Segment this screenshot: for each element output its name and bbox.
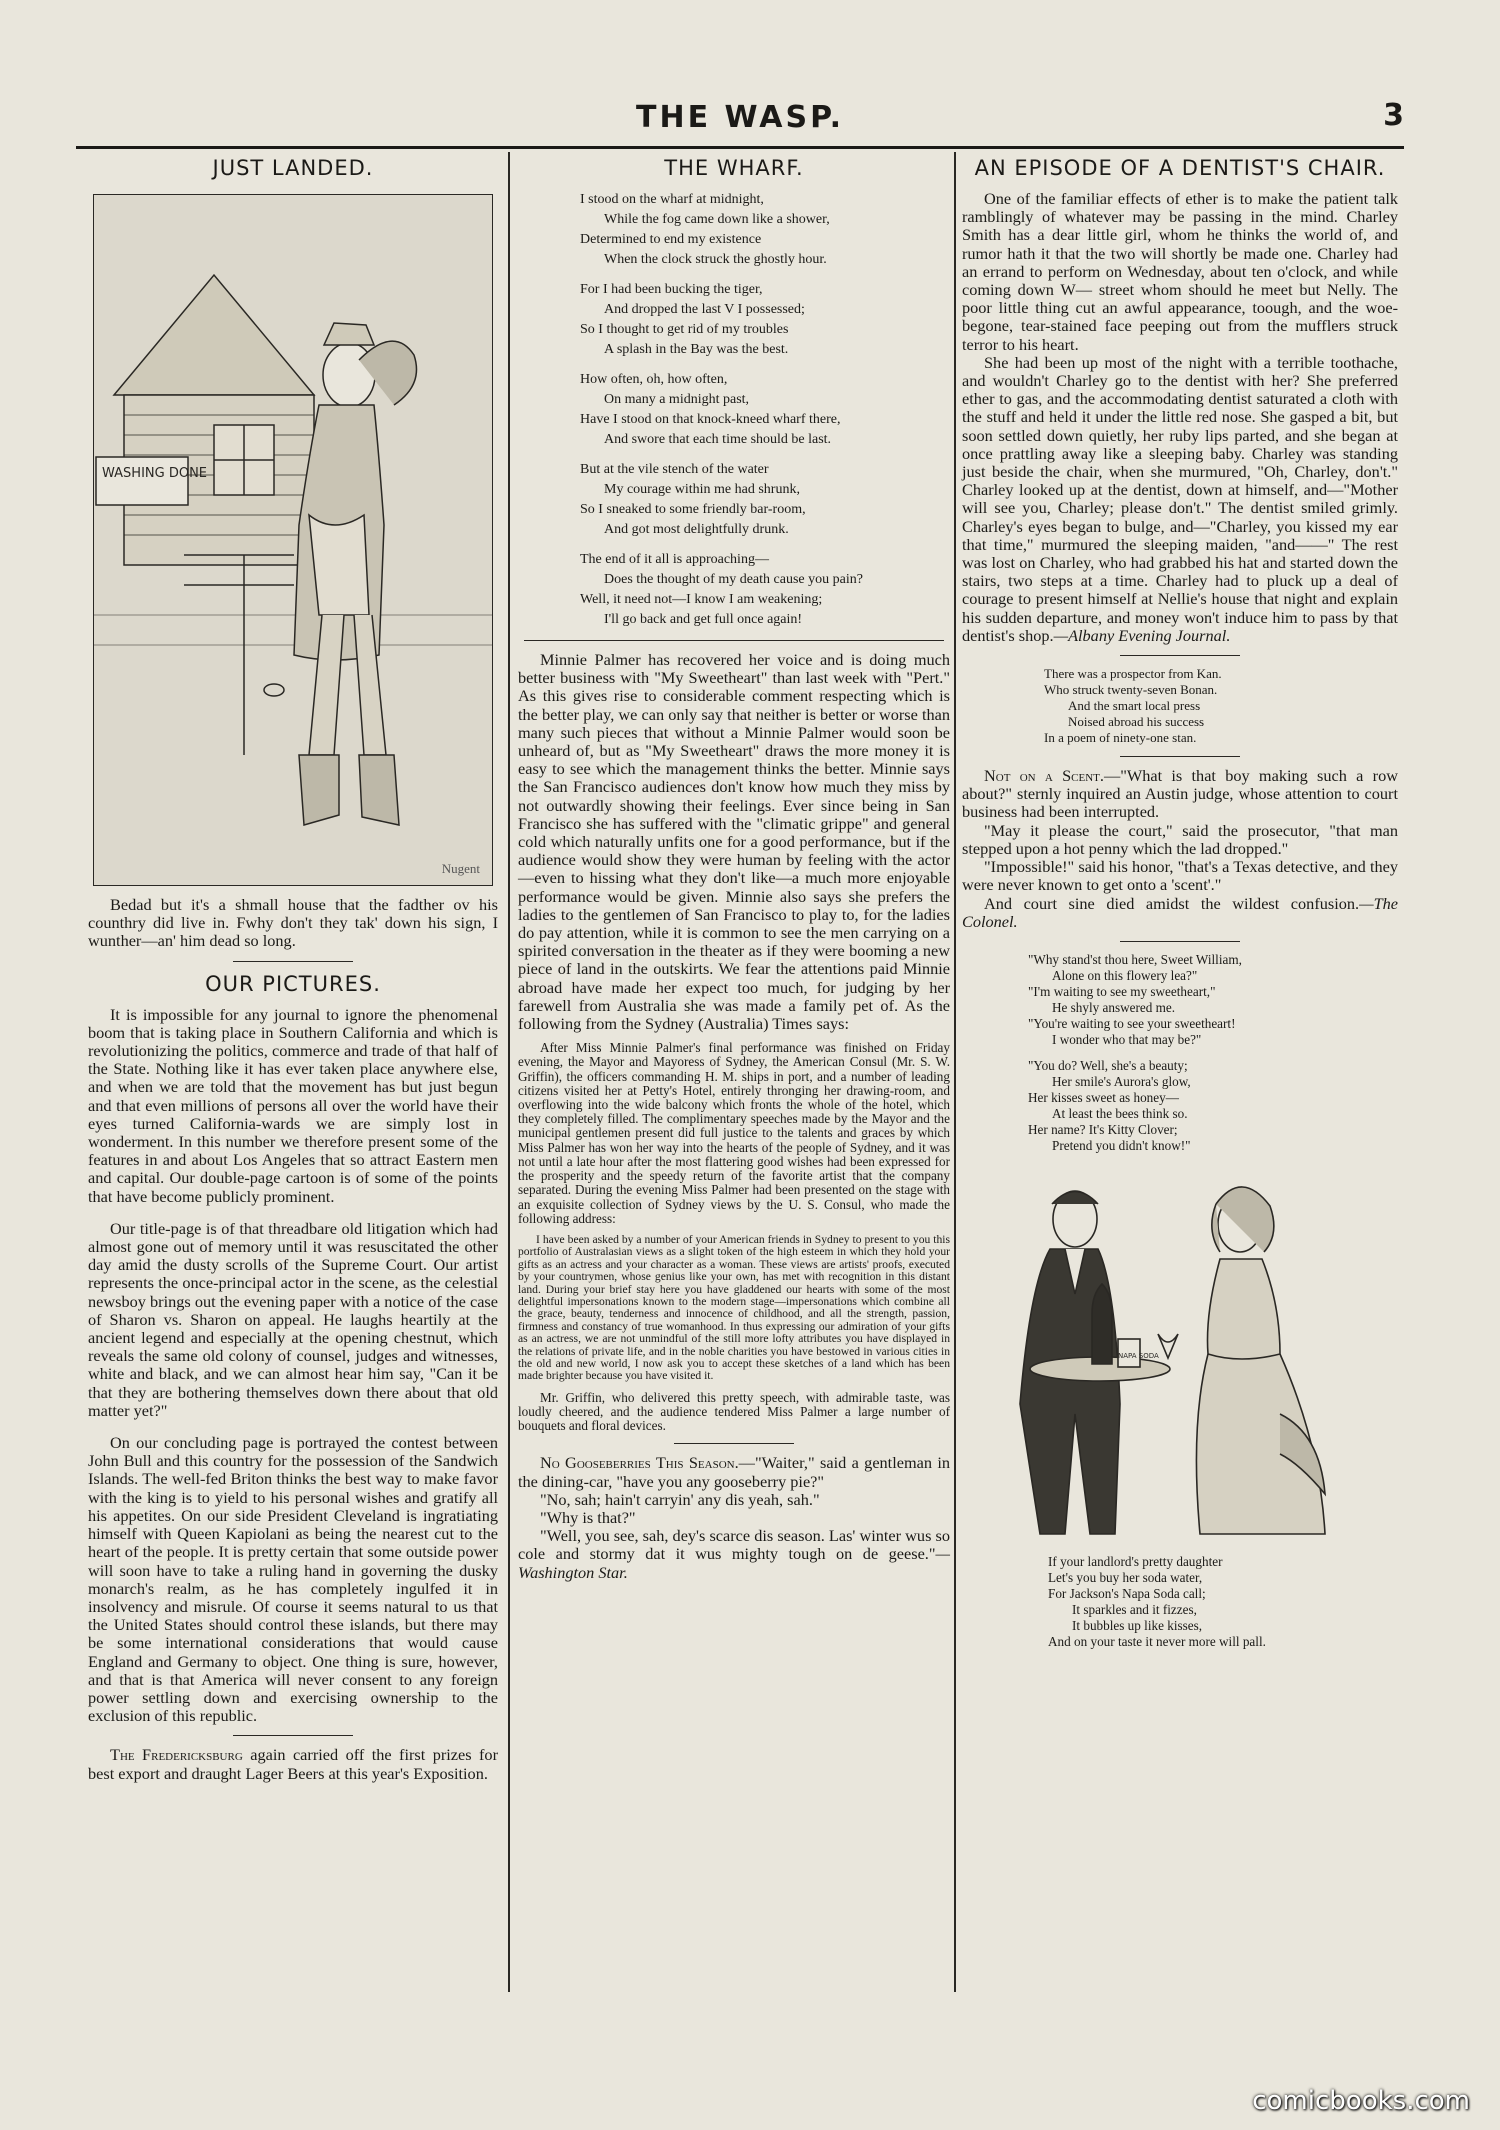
column-right — [962, 156, 1398, 1650]
sign-text: WASHING DONE — [102, 466, 208, 481]
scent-paragraph: "Impossible!" said his honor, "that's a Texas detective, and they were never known to get onto a 'scent'." — [962, 857, 1398, 895]
napa-soda-ad-poem — [962, 1554, 1398, 1650]
poem-stanza — [580, 460, 950, 540]
bottle-label: NAPA SODA — [1118, 1351, 1159, 1360]
poem-stanza — [580, 370, 950, 450]
poem-stanza — [580, 190, 950, 270]
gooseberries-paragraph — [518, 1454, 950, 1490]
illustration-just-landed — [93, 194, 493, 886]
scent-text: —"What is that boy making such a row about?" sternly inquired an Austin judge, whose attention to court business had been interrupted. — [962, 766, 1398, 822]
poem-line: The end of it all is approaching— — [580, 552, 769, 567]
separator — [1120, 655, 1240, 656]
gooseberries-lead: No Gooseberries This Season. — [540, 1453, 739, 1473]
separator — [233, 961, 353, 962]
separator — [674, 1443, 794, 1444]
limerick-line: Who struck twenty-seven Bonan. — [1044, 682, 1218, 698]
gooseberries-text: —"Waiter," said a gentleman in the dining-car, "have you any gooseberry pie?" — [518, 1453, 951, 1491]
wharf-poem — [518, 190, 950, 630]
poem-stanza — [1028, 952, 1398, 1048]
poem-line: If your landlord's pretty daughter — [1048, 1553, 1223, 1569]
poem-line: Determined to end my existence — [580, 232, 762, 247]
sweet-william-poem — [962, 952, 1398, 1154]
poem-line: But at the vile stench of the water — [580, 462, 769, 477]
poem-line: "You're waiting to see your sweetheart! — [1028, 1015, 1236, 1031]
poem-line: I'll go back and get full once again! — [604, 612, 803, 627]
our-pictures-paragraph: Our title-page is of that threadbare old litigation which had almost gone out of memory until it was resuscitated the other day amid the dusty scrolls of the Supreme Court. Our artist represents the once-principal actor in the scene, as the celestial newsboy brings out the evening paper with a notice of the case of Sharon vs. Sharon on appeal. He laughs heartily at the ancient legend and especially at the opening chestnut, which reveals the same old colony of counsel, judges and witnesses, white and black, and we can almost hear him say, "Can it be that they are bothering themselves down there about that old matter yet?" — [88, 1218, 498, 1420]
separator — [1120, 941, 1240, 942]
scent-source: —The Colonel. — [962, 893, 1398, 931]
poem-line: So I sneaked to some friendly bar-room, — [580, 502, 806, 517]
poem-line: I stood on the wharf at midnight, — [580, 192, 764, 207]
dentist-source: —Albany Evening Journal. — [1053, 625, 1231, 645]
column-middle — [518, 156, 950, 1582]
poem-line: Her smile's Aurora's glow, — [1052, 1073, 1191, 1089]
scent-paragraph — [962, 767, 1398, 822]
our-pictures-paragraph: On our concluding page is portrayed the contest between John Bull and this country for the possession of the Sandwich Islands. The well-fed Briton thinks the best way to make favor with the king is to yield to his personal wishes and gratify all his appetites. On our side President Cleveland is ingratiating himself with Queen Kapiolani as being the nearest cut to the heart of the people. It is pretty certain that some outside power will soon have to take a ruling hand in governing the dusky monarch's realm, as he has completely ingulfed it in insolvency and misrule. Of course it seems natural to us that the United States should control these islands, but there may be some international considerations that would cause England and Germany to object. One thing is sure, however, and that is that America will never consent to any foreign power settling down and exercising ownership to the exclusion of this republic. — [88, 1433, 498, 1726]
minnie-palmer-article: Minnie Palmer has recovered her voice and is doing much better business with "My Sweetheart" than last week with "Pert." As this gives rise to considerable comment respecting which is the better play, we can only say that neither is better or worse than many such pieces that without a Minnie Palmer would soon be unheard of, but as "My Sweetheart" draws the more money it is easy to see which the management thinks the better. Minnie says the San Francisco audiences don't know how much they miss by not outwardly showing their feelings. Ever since being in San Francisco she has suffered with the "climatic grippe" and general cold which naturally unfits one for a good performance, but if the audience would show they were human by feeling with the actor—even to hissing what they don't like—a much more enjoyable performance would be given. Minnie also says she prefers the ladies to the gentlemen of San Francisco to play to, for the ladies do pay attention, while it is common to see the men carrying on a spirited conversation in the theater as if they were booming a new piece of land in the outskirts. We fear the attentions paid Minnie abroad have made her expect too much, for judging by her farewell from Australia she was made a family pet of. As the following from the Sydney (Australia) Times says: — [518, 650, 950, 1034]
poem-line: And dropped the last V I possessed; — [604, 302, 805, 317]
cartoon-caption: Bedad but it's a shmall house that the fadther ov his counthry did live in. Fwhy don't they tak' down his sign, I wunther—an' him dead so long. — [88, 895, 498, 951]
masthead-title: THE WASP. — [636, 100, 844, 135]
our-pictures-paragraph: It is impossible for any journal to ignore the phenomenal boom that is taking place in Southern California and which is revolutionizing the politics, commerce and trade of that half of the State. Nothing like it has ever taken place anywhere else, and when we are told that the movement has but just begun and that even millions of persons all over the world have their eyes turned California-wards we are simply lost in wonderment. In this number we therefore present some of the features in and about Los Angeles that so attract Eastern men and capital. Our double-page cartoon is of some of the points that have become publicly prominent. — [88, 1004, 498, 1206]
illustration-napa-soda — [980, 1164, 1380, 1544]
site-watermark: comicbooks.com — [1252, 2086, 1470, 2116]
artist-signature: Nugent — [441, 861, 480, 876]
poem-stanza — [580, 550, 950, 630]
cartoon-man-with-bundle — [94, 195, 492, 885]
heading-our-pictures: OUR PICTURES. — [205, 971, 381, 996]
column-rule — [954, 152, 956, 1992]
dentist-text: She had been up most of the night with a terrible toothache, and wouldn't Charley go to the dentist with her? She preferred ether to gas, and the accommodating dentist saturated a cloth with the stuff and held it under the little red nose. She gasped a bit, but soon settled down quietly, her ruby lips parted, and she began at once prattling away like a sleeping baby. Charley was standing just beside the chair, when she murmured, "Oh, Charley, don't." Charley looked up at the dentist, down at himself, and—"Mother will see you, Charley; please don't." The dentist smiled grimly. Charley's eyes began to bulge, and—"Charley, you kissed my ear that time," murmured the sleeping maiden, "and——" The rest was lost on Charley, who had grabbed his hat and started down the stairs, two steps at a time. Charley had to pluck up a deal of courage to present himself at Nellie's house that night and explain his sudden departure, and money won't induce him to pass by that dentist's shop. — [962, 352, 1398, 645]
poem-line: Have I stood on that knock-kneed wharf there, — [580, 412, 841, 427]
poem-line: Does the thought of my death cause you pain? — [604, 572, 863, 587]
dentist-paragraph — [962, 354, 1398, 645]
poem-line: It bubbles up like kisses, — [1072, 1617, 1203, 1633]
scent-paragraph — [962, 895, 1398, 931]
column-left — [88, 156, 498, 1783]
consul-address: I have been asked by a number of your American friends in Sydney to present to you this portfolio of Australasian views as a slight token of the high esteem in which they hold your gifts as an actress and your character as a woman. These views are artists' proofs, executed by your countrymen, whose genius like your own, has met with recognition in this distant land. During your brief stay here you have gladdened our hearts with some of the most delightful impersonations known to the modern stage—impersonations which combine all the grace, beauty, tenderness and innocence of childhood, and all the strength, passion, firmness and constancy of true womanhood. In thus expressing our admiration of your gifts as an actress, we are not unmindful of the still more lofty attributes you have displayed in the relations of private life, and in the noble charities you have bestowed in various cities in the old and new world, I now ask you to accept these sketches of a land which has been made brighter because you have visited it. — [518, 1232, 950, 1383]
poem-line: A splash in the Bay was the best. — [604, 342, 789, 357]
poem-line: When the clock struck the ghostly hour. — [604, 252, 827, 267]
poem-line: "I'm waiting to see my sweetheart," — [1028, 983, 1216, 999]
poem-line: "Why stand'st thou here, Sweet William, — [1028, 951, 1242, 967]
fredericksburg-lead: The Fredericksburg — [110, 1745, 243, 1765]
limerick-line: And the smart local press — [1068, 698, 1201, 714]
separator — [1120, 756, 1240, 757]
poem-line: For I had been bucking the tiger, — [580, 282, 763, 297]
fredericksburg-note — [88, 1746, 498, 1782]
poem-line: "You do? Well, she's a beauty; — [1028, 1057, 1188, 1073]
waiter-and-lady-drawing — [980, 1164, 1380, 1544]
poem-line: Pretend you didn't know!" — [1052, 1137, 1191, 1153]
poem-line: I wonder who that may be?" — [1052, 1031, 1202, 1047]
heading-the-wharf: THE WHARF. — [664, 156, 804, 180]
limerick-line: Noised abroad his success — [1068, 714, 1205, 730]
scent-final: And court sine died amidst the wildest confusion. — [984, 893, 1360, 913]
poem-line: Let's you buy her soda water, — [1048, 1569, 1203, 1585]
gooseberries-line: "No, sah; hain't carryin' any dis yeah, sah." — [540, 1489, 820, 1509]
fredericksburg-text: again carried off the first prizes for best export and draught Lager Beers at this year's Exposition. — [88, 1745, 498, 1783]
poem-stanza — [1028, 1058, 1398, 1154]
poem-line: On many a midnight past, — [604, 392, 750, 407]
scent-paragraph: "May it please the court," said the prosecutor, "that man stepped upon a hot penny which the lad dropped." — [962, 820, 1398, 858]
masthead — [76, 96, 1404, 146]
gooseberries-final: "Well, you see, sah, dey's scarce dis season. Las' winter wus so cole and stormy dat it wus mighty tough on de geese." — [518, 1526, 950, 1564]
separator — [524, 640, 944, 641]
poem-line: So I thought to get rid of my troubles — [580, 322, 789, 337]
column-rule — [508, 152, 510, 1992]
poem-line: Her kisses sweet as honey— — [1028, 1089, 1179, 1105]
poem-stanza — [580, 280, 950, 360]
dentist-paragraph: One of the familiar effects of ether is to make the patient talk ramblingly of whatever may be passing in the mind. Charley Smith has a dear little girl, whom he thinks the world of, and rumor hath it that the two will shortly be made one. Charley had an errand to perform on Wednesday, about ten o'clock, and while coming down W— street whom should he meet but Nelly. The poor little thing cut an awful appearance, toough, and the woe-begone, tear-stained face peeping out from the mufflers struck terror to his heart. — [962, 189, 1398, 354]
page-number: 3 — [1383, 98, 1404, 133]
poem-line: For Jackson's Napa Soda call; — [1048, 1585, 1206, 1601]
poem-line: Well, it need not—I know I am weakening; — [580, 592, 823, 607]
poem-line: Her name? It's Kitty Clover; — [1028, 1121, 1178, 1137]
poem-line: He shyly answered me. — [1052, 999, 1176, 1015]
scent-lead: Not on a Scent. — [984, 766, 1104, 786]
poem-line: My courage within me had shrunk, — [604, 482, 800, 497]
poem-line: While the fog came down like a shower, — [604, 212, 830, 227]
gooseberries-source: —Washington Star. — [518, 1544, 950, 1582]
masthead-rule — [76, 146, 1404, 149]
heading-dentist-chair: AN EPISODE OF A DENTIST'S CHAIR. — [974, 156, 1386, 180]
poem-line: At least the bees think so. — [1052, 1105, 1188, 1121]
poem-line: And on your taste it never more will pall. — [1048, 1633, 1266, 1649]
griffin-note: Mr. Griffin, who delivered this pretty speech, with admirable taste, was loudly cheered, and the audience tendered Miss Palmer a large number of bouquets and floral devices. — [518, 1389, 950, 1434]
limerick-line: In a poem of ninety-one stan. — [1044, 730, 1197, 746]
sydney-times-excerpt: After Miss Minnie Palmer's final performance was finished on Friday evening, the Mayor and Mayoress of Sydney, the American Consul (Mr. S. W. Griffin), the officers commanding H. M. ships in port, and a number of leading citizens visited her at Petty's Hotel, entirely thronging her drawing-room, and overflowing into the wide balcony which fronts the whole of the hotel, which they completely filled. The complimentary speeches made by the Mayor and the municipal gentlemen present did full justice to the talents and graces by which Miss Palmer has won her way into the hearts of the people of Sydney, and it was not until a late hour after the most flattering good wishes had been expressed for the prosperity and the speedy return of the favorite artist that the company separated. During the evening Miss Palmer had been presented on the stage with an exquisite collection of Sydney views by the U. S. Consul, who made the following address: — [518, 1040, 950, 1226]
gooseberries-line: "Why is that?" — [540, 1508, 636, 1527]
poem-line: And swore that each time should be last. — [604, 432, 832, 447]
limerick — [962, 666, 1398, 746]
poem-line: It sparkles and it fizzes, — [1072, 1601, 1197, 1617]
poem-line: Alone on this flowery lea?" — [1052, 967, 1198, 983]
poem-line: How often, oh, how often, — [580, 372, 728, 387]
separator — [233, 1735, 353, 1736]
limerick-line: There was a prospector from Kan. — [1044, 666, 1222, 682]
gooseberries-line — [518, 1527, 950, 1582]
poem-line: And got most delightfully drunk. — [604, 522, 789, 537]
heading-just-landed: JUST LANDED. — [212, 156, 374, 180]
